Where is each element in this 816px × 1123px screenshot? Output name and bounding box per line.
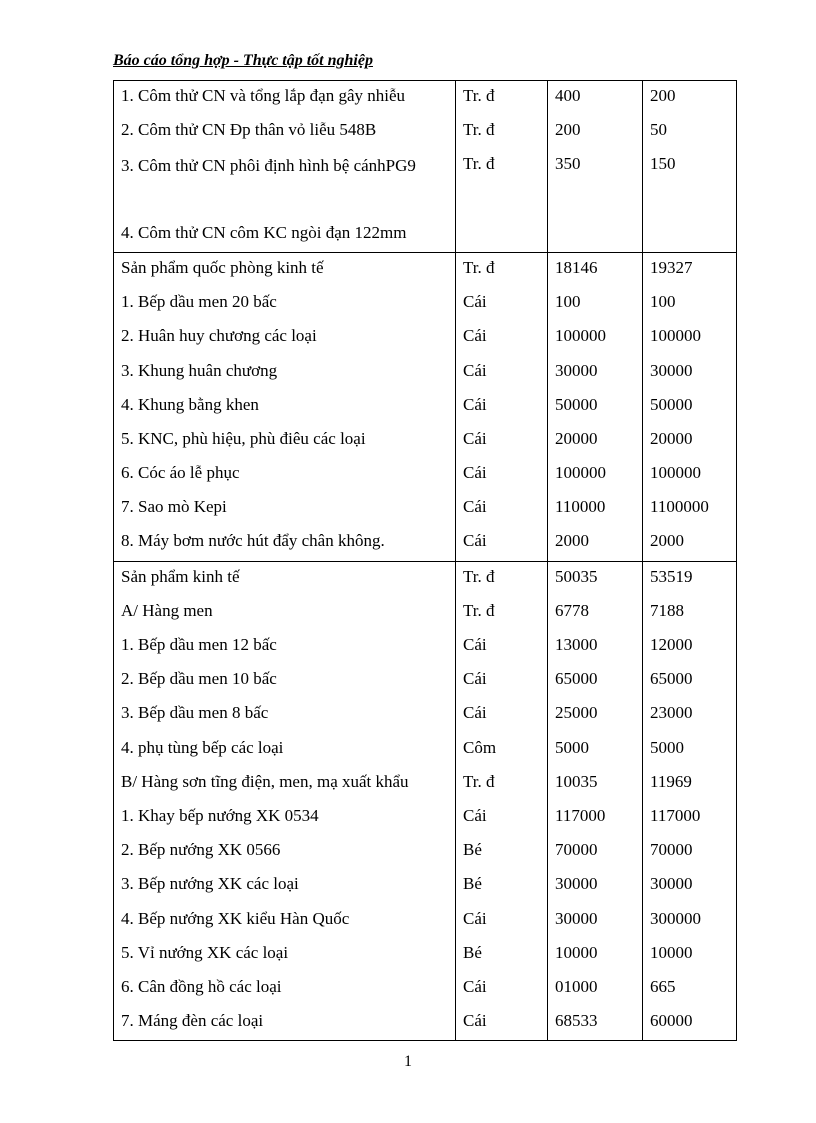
item-value: 100 — [555, 292, 581, 312]
item-value: 19327 — [650, 257, 693, 277]
item-value: Côm — [463, 737, 497, 757]
item-value: 70000 — [650, 840, 693, 860]
item-value: 1100000 — [650, 497, 709, 517]
item-label: B/ Hàng sơn tĩng điện, men, mạ xuất khẩu — [121, 771, 409, 791]
item-label: Sản phẩm quốc phòng kinh tế — [121, 257, 324, 277]
item-name-cell — [114, 252, 456, 561]
item-value: Cái — [463, 292, 487, 312]
item-label: 7. Máng đèn các loại — [121, 1011, 264, 1031]
item-value: Cái — [463, 703, 487, 723]
item-label: 3. Bếp nướng XK các loại — [121, 874, 299, 894]
item-value: Cái — [463, 976, 487, 996]
item-value: Cái — [463, 463, 487, 483]
item-value: 150 — [650, 154, 676, 174]
item-value: 50000 — [650, 394, 693, 414]
item-value: 100000 — [650, 326, 701, 346]
item-value: Tr. đ — [463, 86, 495, 105]
table-section — [114, 252, 737, 561]
item-value: 100000 — [555, 463, 606, 483]
item-value: 01000 — [555, 976, 598, 996]
item-value: 13000 — [555, 635, 598, 655]
item-label: 8. Máy bơm nước hút đẩy chân không. — [121, 531, 385, 551]
item-label: Sản phẩm kinh tế — [121, 566, 240, 586]
item-value: 100 — [650, 292, 676, 312]
value-1-cell — [548, 252, 643, 561]
item-label: 6. Cóc áo lễ phục — [121, 463, 240, 483]
unit-cell — [456, 81, 548, 253]
item-value: Cái — [463, 531, 487, 551]
item-value: 2000 — [555, 531, 589, 551]
item-name-cell — [114, 81, 456, 253]
item-value: 5000 — [555, 737, 589, 757]
page-header: Báo cáo tổng hợp - Thực tập tốt nghiệp — [113, 52, 373, 69]
item-value: 23000 — [650, 703, 693, 723]
item-label: 2. Côm thử CN Đp thân vỏ liễu 548B — [121, 120, 377, 140]
item-value: 20000 — [650, 428, 693, 448]
item-value: Cái — [463, 326, 487, 346]
unit-cell — [456, 561, 548, 1041]
item-value: 400 — [555, 86, 581, 105]
item-value: Bé — [463, 840, 482, 860]
item-label: 1. Bếp dầu men 12 bấc — [121, 635, 277, 655]
item-value: 200 — [650, 86, 676, 105]
item-value: Cái — [463, 669, 487, 689]
item-value: 2000 — [650, 531, 684, 551]
item-label: A/ Hàng men — [121, 600, 213, 620]
item-value: Tr. đ — [463, 566, 495, 586]
item-value: 100000 — [555, 326, 606, 346]
item-value: 50 — [650, 120, 667, 140]
item-value: 30000 — [555, 908, 598, 928]
value-2-cell — [643, 561, 737, 1041]
item-value: 117000 — [650, 805, 701, 825]
page-number: 1 — [404, 1053, 412, 1070]
item-value: 30000 — [650, 360, 693, 380]
item-value: Tr. đ — [463, 154, 495, 174]
item-label: 6. Cân đồng hồ các loại — [121, 976, 282, 996]
value-1-cell — [548, 561, 643, 1041]
item-value: Cái — [463, 635, 487, 655]
item-value: 5000 — [650, 737, 684, 757]
item-value: 70000 — [555, 840, 598, 860]
item-value: Cái — [463, 497, 487, 517]
item-value: 50035 — [555, 566, 598, 586]
item-value: Tr. đ — [463, 771, 495, 791]
table-section — [114, 561, 737, 1041]
item-label: 3. Côm thử CN phôi định hình bệ cánhPG9 — [121, 156, 416, 176]
item-value: Cái — [463, 394, 487, 414]
item-value: 18146 — [555, 257, 598, 277]
item-label: 5. KNC, phù hiệu, phù điêu các loại — [121, 428, 366, 448]
item-label: 2. Bếp nướng XK 0566 — [121, 840, 281, 860]
item-value: 110000 — [555, 497, 606, 517]
item-value: 30000 — [555, 360, 598, 380]
item-value: Cái — [463, 428, 487, 448]
item-value: 6778 — [555, 600, 589, 620]
item-value: 53519 — [650, 566, 693, 586]
item-value: 12000 — [650, 635, 693, 655]
item-value — [555, 218, 642, 252]
item-value: 117000 — [555, 805, 606, 825]
item-value: 100000 — [650, 463, 701, 483]
item-label: 3. Bếp dầu men 8 bấc — [121, 703, 269, 723]
item-value: 65000 — [650, 669, 693, 689]
value-2-cell — [643, 252, 737, 561]
item-value: 350 — [555, 154, 581, 174]
item-value: Bé — [463, 874, 482, 894]
item-value: Tr. đ — [463, 257, 495, 277]
item-value: Bé — [463, 942, 482, 962]
item-label: 4. phụ tùng bếp các loại — [121, 737, 284, 757]
item-value: 300000 — [650, 908, 701, 928]
item-value: 25000 — [555, 703, 598, 723]
item-label: 1. Khay bếp nướng XK 0534 — [121, 805, 319, 825]
item-value: 30000 — [650, 874, 693, 894]
item-value — [650, 218, 736, 252]
value-1-cell — [548, 81, 643, 253]
table-section — [114, 81, 737, 253]
item-value: 20000 — [555, 428, 598, 448]
item-label: 3. Khung huân chương — [121, 360, 278, 380]
item-label: 2. Bếp dầu men 10 bấc — [121, 669, 277, 689]
item-value: 68533 — [555, 1011, 598, 1031]
item-value: Tr. đ — [463, 600, 495, 620]
item-value: 10035 — [555, 771, 598, 791]
item-value: 30000 — [555, 874, 598, 894]
value-2-cell — [643, 81, 737, 253]
item-value: Cái — [463, 908, 487, 928]
item-value: 50000 — [555, 394, 598, 414]
item-label: 1. Côm thử CN và tổng lắp đạn gây nhiễu — [121, 86, 406, 105]
item-value — [463, 218, 547, 252]
item-label: 4. Côm thử CN côm KC ngòi đạn 122mm — [121, 222, 407, 242]
item-label: 4. Bếp nướng XK kiểu Hàn Quốc — [121, 908, 350, 928]
item-value: 7188 — [650, 600, 684, 620]
item-value: Cái — [463, 1011, 487, 1031]
item-label: 4. Khung bằng khen — [121, 394, 259, 414]
item-label: 1. Bếp dầu men 20 bấc — [121, 292, 277, 312]
item-value: Cái — [463, 360, 487, 380]
item-value: 10000 — [555, 942, 598, 962]
item-label: 2. Huân huy chương các loại — [121, 326, 317, 346]
unit-cell — [456, 252, 548, 561]
item-value: 60000 — [650, 1011, 693, 1031]
item-value: 665 — [650, 976, 676, 996]
item-value: 11969 — [650, 771, 692, 791]
item-name-cell — [114, 561, 456, 1041]
item-value: Tr. đ — [463, 120, 495, 140]
item-value: 65000 — [555, 669, 598, 689]
item-label: 5. Vỉ nướng XK các loại — [121, 942, 289, 962]
item-value: 200 — [555, 120, 581, 140]
item-value: Cái — [463, 805, 487, 825]
item-value: 10000 — [650, 942, 693, 962]
production-table — [113, 80, 737, 1041]
item-label: 7. Sao mò Kepi — [121, 497, 227, 517]
